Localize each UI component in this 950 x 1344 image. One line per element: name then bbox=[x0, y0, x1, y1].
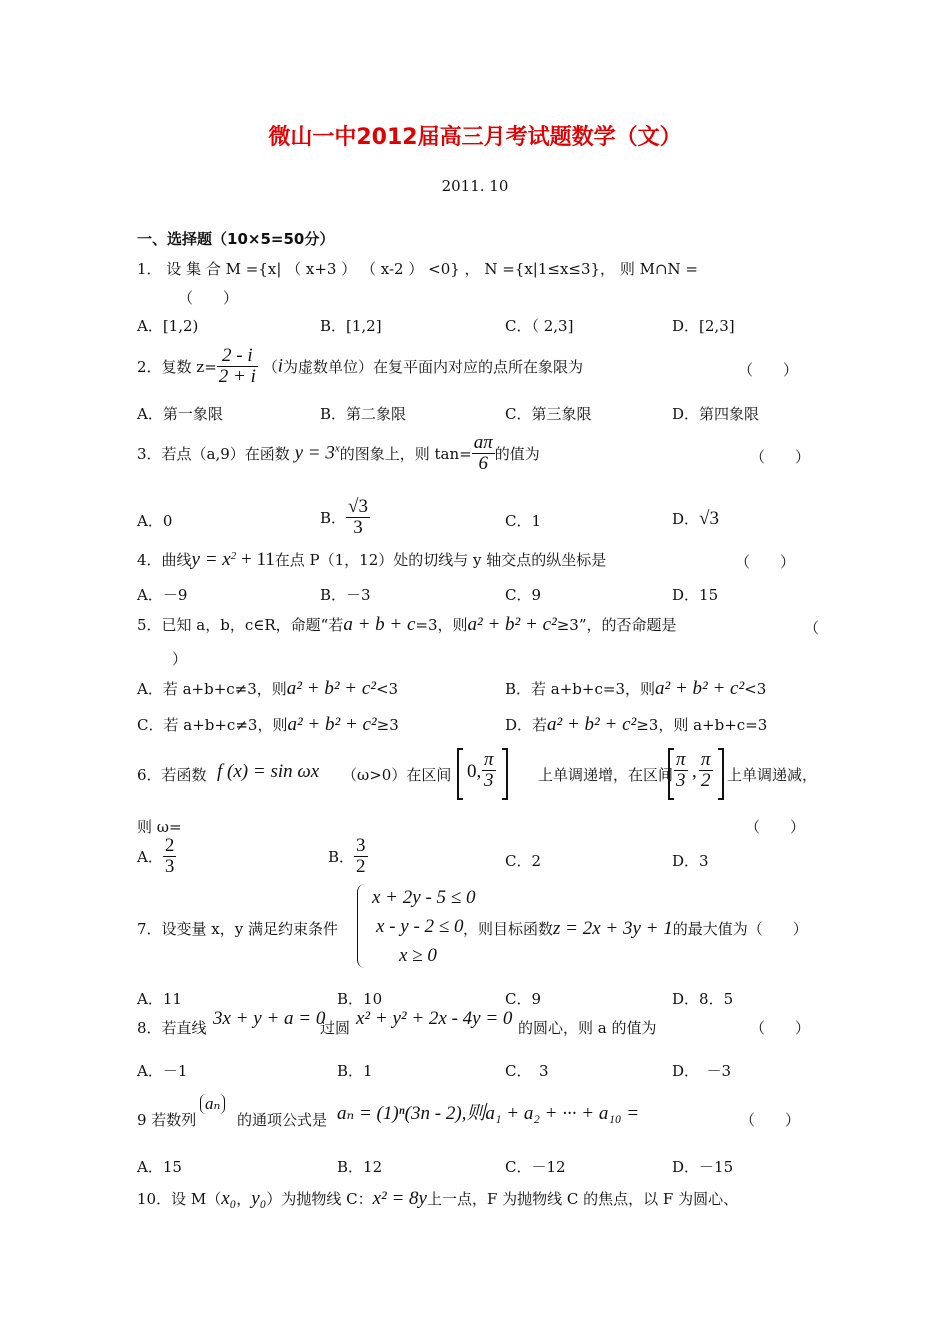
question-9-option-b: B．12 bbox=[337, 1158, 383, 1176]
question-10-stem: 10．设 M（x₀，y₀）为抛物线 C：x² = 8y上一点，F 为抛物线 C 的焦点，以 F 为圆心、 bbox=[137, 1188, 739, 1209]
question-1-option-b: B．[1,2] bbox=[320, 317, 382, 335]
question-4-stem: 4．曲线$y = x^2 + 11$在点 P（1，12）处的切线与 y 轴交点的纵坐标是 bbox=[137, 549, 607, 570]
question-3-option-b: B． $\frac{√3}{3}$ bbox=[320, 496, 368, 538]
question-5-stem: 5．已知 a，b，c∈R，命题“若a + b + c=3，则a² + b² + c²≥3”，的否命题是 bbox=[137, 614, 677, 635]
question-9-answer-paren: （ ） bbox=[740, 1111, 801, 1129]
question-6-option-b: B． $\frac{3}{2}$ bbox=[328, 835, 366, 877]
question-1-option-a: A．[1,2) bbox=[137, 317, 199, 335]
question-4-option-d: D．15 bbox=[672, 586, 719, 604]
question-9-option-d: D．－15 bbox=[672, 1158, 734, 1176]
question-5-option-c: C．若 a+b+c≠3，则a² + b² + c²≥3 bbox=[137, 714, 399, 735]
tan-argument-fraction: $\frac{a\pi}{6}$ bbox=[473, 432, 493, 474]
question-5-option-a: A．若 a+b+c≠3，则a² + b² + c²<3 bbox=[137, 678, 399, 699]
question-8-option-b: B．1 bbox=[337, 1062, 373, 1080]
question-2-option-d: D．第四象限 bbox=[672, 405, 760, 423]
question-9-option-c: C．－12 bbox=[505, 1158, 566, 1176]
constraint-brace bbox=[357, 884, 366, 968]
question-5-answer-paren-close: ） bbox=[172, 650, 188, 668]
sequence-brace: aₙ bbox=[200, 1094, 225, 1114]
question-4-option-a: A．－9 bbox=[137, 586, 188, 604]
question-1-option-c: C．（ 2,3] bbox=[505, 317, 574, 335]
question-7-option-d: D．8．5 bbox=[672, 990, 734, 1008]
constraint-1: x + 2y - 5 ≤ 0 bbox=[372, 887, 476, 908]
question-1-stem: 1． 设 集 合 M ={x| （ x+3 ） （ x-2 ） <0} ， N ={x|1≤x≤3}， 则 M∩N = bbox=[137, 260, 698, 278]
question-1-option-d: D．[2,3] bbox=[672, 317, 735, 335]
question-7-option-c: C．9 bbox=[505, 990, 542, 1008]
question-3-option-d: D．√3 bbox=[672, 508, 719, 529]
question-8-option-d: D． －3 bbox=[672, 1062, 732, 1080]
section-heading: 一、选择题（10×5=50分） bbox=[137, 230, 335, 248]
question-8-option-a: A．－1 bbox=[137, 1062, 188, 1080]
constraint-3: x ≥ 0 bbox=[399, 945, 437, 966]
circle-equation: x² + y² + 2x - 4y = 0 bbox=[356, 1008, 513, 1029]
line-equation: 3x + y + a = 0 bbox=[213, 1008, 326, 1029]
question-6-option-d: D．3 bbox=[672, 852, 709, 870]
general-term-formula: aₙ = (1)ⁿ(3n - 2),则a₁ + a₂ + ··· + a₁₀ = bbox=[337, 1103, 640, 1124]
question-4-option-b: B．－3 bbox=[320, 586, 371, 604]
question-7-option-b: B．10 bbox=[337, 990, 383, 1008]
question-5-option-b: B．若 a+b+c=3，则a² + b² + c²<3 bbox=[505, 678, 767, 699]
question-2-option-b: B．第二象限 bbox=[320, 405, 407, 423]
question-1-answer-paren: （ ） bbox=[178, 289, 239, 307]
question-8-option-c: C． 3 bbox=[505, 1062, 549, 1080]
question-6-stem-line2: 则 ω= bbox=[137, 818, 182, 836]
question-8-suffix: 的圆心，则 a 的值为 bbox=[518, 1019, 657, 1037]
question-9-option-a: A．15 bbox=[137, 1158, 182, 1176]
question-7-stem: ，则目标函数z = 2x + 3y + 1的最大值为（ ） bbox=[463, 918, 808, 939]
page-title: 微山一中2012届高三月考试题数学（文） bbox=[268, 125, 682, 150]
interval-1-right-bracket bbox=[502, 748, 508, 800]
question-3-stem: 3．若点（a,9）在函数 $y = 3^x$的图象上，则 tan= $\frac{a\pi}{6}$ 的值为 bbox=[137, 432, 540, 474]
question-3-option-c: C．1 bbox=[505, 512, 542, 530]
question-2-option-a: A．第一象限 bbox=[137, 405, 223, 423]
interval-1-left-bracket bbox=[457, 748, 463, 800]
question-2-answer-paren: （ ） bbox=[738, 361, 799, 379]
question-3-answer-paren: （ ） bbox=[750, 448, 811, 466]
question-5-option-d: D．若a² + b² + c²≥3，则 a+b+c=3 bbox=[505, 714, 768, 735]
question-6-option-a: A． $\frac{2}{3}$ bbox=[137, 835, 175, 877]
question-5-answer-paren-open: （ bbox=[804, 619, 820, 637]
question-6-option-c: C．2 bbox=[505, 852, 542, 870]
constraint-2: x - y - 2 ≤ 0 bbox=[376, 916, 464, 937]
interval-2-right-bracket bbox=[718, 748, 724, 800]
question-8-prefix: 8．若直线 bbox=[137, 1019, 207, 1037]
complex-fraction: $\frac{2 - i}{2 + i}$ bbox=[218, 345, 256, 387]
question-4-answer-paren: （ ） bbox=[735, 553, 796, 571]
question-3-option-a: A．0 bbox=[137, 512, 173, 530]
exam-date: 2011. 10 bbox=[441, 177, 509, 195]
question-6-answer-paren: （ ） bbox=[745, 818, 806, 836]
question-2-option-c: C．第三象限 bbox=[505, 405, 592, 423]
question-8-mid: 过圆 bbox=[320, 1019, 351, 1037]
question-8-answer-paren: （ ） bbox=[750, 1019, 811, 1037]
question-9-mid: 的通项公式是 bbox=[237, 1111, 328, 1129]
question-2-stem: 2．复数 z= $\frac{2 - i}{2 + i}$ （i为虚数单位）在复平面内对应的点所在象限为 bbox=[137, 345, 583, 387]
question-9-prefix: 9 若数列 bbox=[137, 1111, 197, 1129]
question-7-option-a: A．11 bbox=[137, 990, 182, 1008]
question-4-option-c: C．9 bbox=[505, 586, 542, 604]
question-7-prefix: 7．设变量 x，y 满足约束条件 bbox=[137, 920, 339, 938]
